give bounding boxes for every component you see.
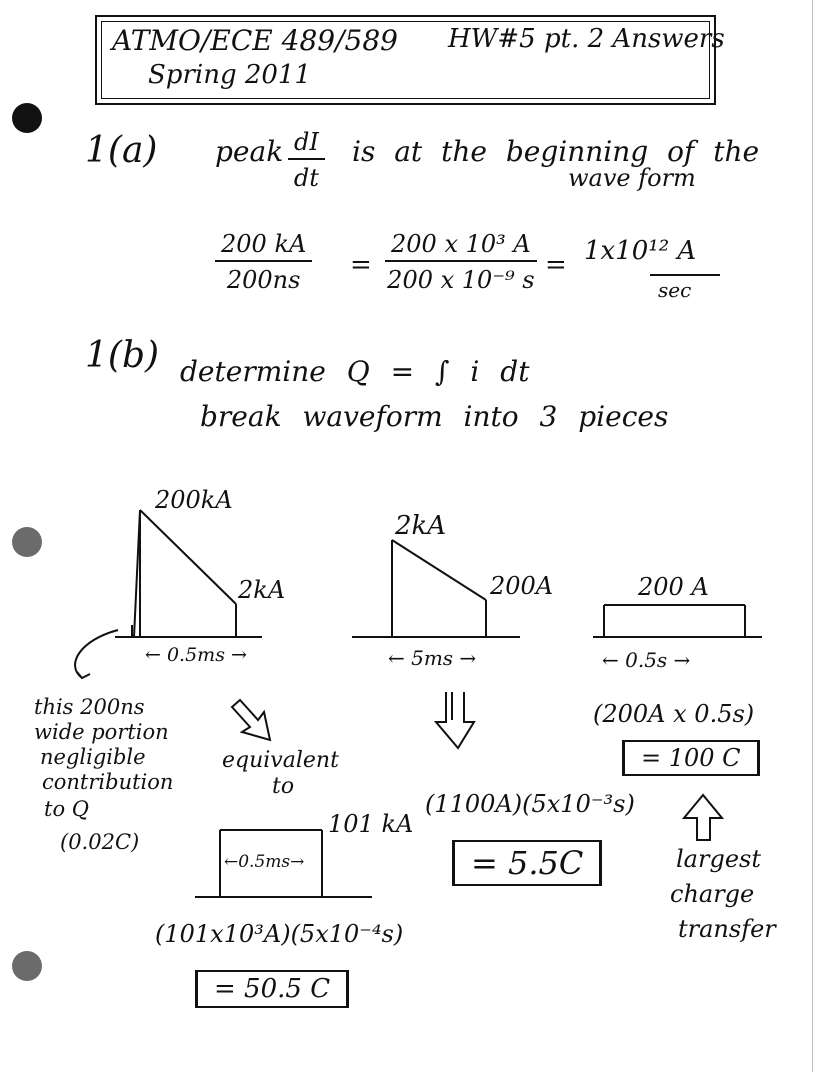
- largest-line-2: charge: [670, 880, 755, 908]
- equivalent-level-label: 101 kA: [328, 810, 414, 838]
- equivalent-width-label: ←0.5ms→: [224, 852, 305, 872]
- piece2-peak-label: 2kA: [395, 511, 447, 541]
- result-1-box: = 50.5 C: [195, 970, 349, 1008]
- assignment-title: HW#5 pt. 2 Answers: [448, 24, 725, 54]
- course-title: ATMO/ECE 489/589: [112, 24, 398, 57]
- piece2-width-label: ← 5ms →: [388, 646, 477, 670]
- note-line-6: (0.02C): [60, 830, 140, 854]
- note-line-3: negligible: [40, 745, 146, 769]
- waveform-piece-3: [593, 605, 762, 637]
- result-1a-unit: sec: [658, 278, 692, 302]
- term: Spring 2011: [148, 60, 312, 90]
- note-line-2: wide portion: [34, 720, 169, 744]
- largest-line-1: largest: [676, 845, 761, 873]
- part-1b-line1: determine Q = ∫ i dt: [180, 355, 530, 388]
- piece1-peak-label: 200kA: [155, 486, 233, 514]
- equals-1: =: [350, 250, 372, 280]
- down-arrow-middle: [436, 692, 474, 748]
- result-2-box: = 5.5C: [452, 840, 602, 886]
- piece1-end-label: 2kA: [238, 576, 286, 604]
- equivalent-to-word: to: [272, 774, 295, 799]
- equivalent-word: equivalent: [222, 748, 339, 773]
- part-1b-line2: break waveform into 3 pieces: [200, 400, 669, 433]
- down-arrow-left: [232, 700, 270, 740]
- fraction-2-num: 200 x 10³ A: [385, 230, 537, 262]
- part-1a-label: 1(a): [85, 130, 158, 171]
- piece3-level-label: 200 A: [638, 573, 709, 601]
- didt-denominator: dt: [293, 164, 319, 192]
- result-3-box: = 100 C: [622, 740, 760, 776]
- statement-1a-line2: wave form: [568, 164, 696, 192]
- note-line-1: this 200ns: [34, 695, 145, 719]
- largest-line-3: transfer: [678, 915, 776, 943]
- didt-numerator: dI: [288, 128, 325, 160]
- part-1b-label: 1(b): [85, 335, 160, 376]
- fraction-2-den: 200 x 10⁻⁹ s: [387, 266, 535, 294]
- piece2-end-label: 200A: [490, 572, 554, 600]
- piece3-width-label: ← 0.5s →: [602, 648, 691, 672]
- fraction-1-den: 200ns: [226, 266, 301, 294]
- up-arrow-right: [684, 795, 722, 840]
- piece1-width-label: ← 0.5ms →: [145, 644, 247, 666]
- calc-3: (200A x 0.5s): [593, 700, 755, 728]
- calc-1: (101x10³A)(5x10⁻⁴s): [155, 920, 404, 948]
- note-line-4: contribution: [42, 770, 174, 794]
- note-line-5: to Q: [44, 797, 89, 821]
- calc-2: (1100A)(5x10⁻³s): [425, 790, 635, 818]
- fraction-1-num: 200 kA: [215, 230, 312, 262]
- result-1a-value: 1x10¹² A: [584, 236, 697, 266]
- equals-2: =: [545, 250, 567, 280]
- statement-1a: is at the beginning of the: [352, 135, 760, 168]
- peak-word: peak: [215, 135, 284, 168]
